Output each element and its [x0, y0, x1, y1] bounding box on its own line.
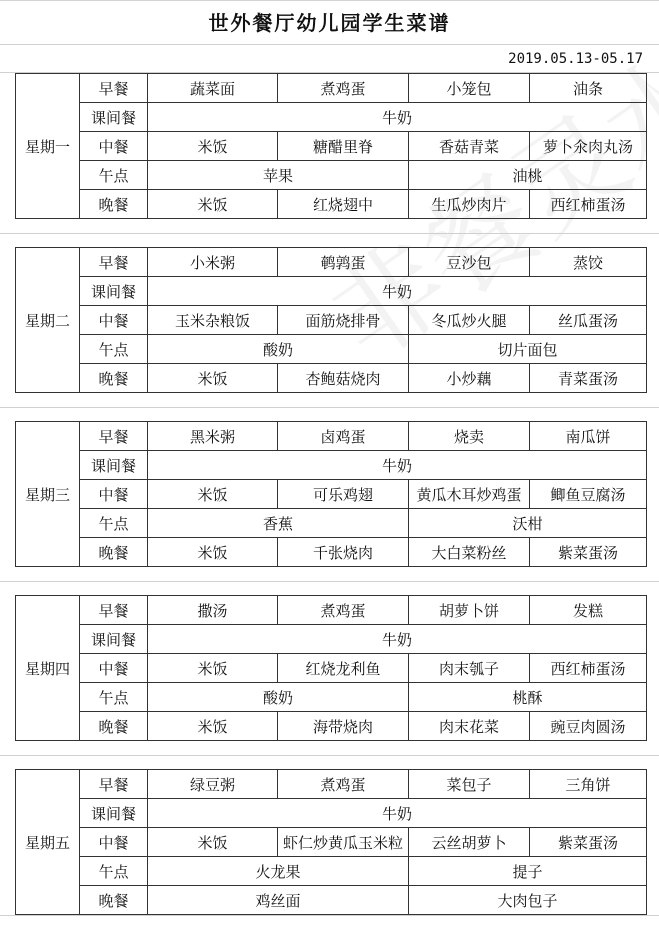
dish-cell: 豆沙包 [409, 248, 530, 277]
afternoon-snack-row [16, 857, 647, 886]
meal-label: 晚餐 [80, 190, 148, 219]
dish-cell: 油条 [530, 74, 647, 103]
dish-cell: 油桃 [409, 161, 647, 190]
dish-cell: 香蕉 [148, 509, 409, 538]
dish-cell: 撒汤 [148, 596, 278, 625]
sheet-gridline [0, 581, 659, 582]
dish-cell: 牛奶 [148, 451, 647, 480]
dish-cell: 酸奶 [148, 335, 409, 364]
dish-cell: 煮鸡蛋 [278, 74, 409, 103]
dish-cell: 虾仁炒黄瓜玉米粒 [278, 828, 409, 857]
dish-cell: 肉末瓠子 [409, 654, 530, 683]
dish-cell: 糖醋里脊 [278, 132, 409, 161]
dish-cell: 煮鸡蛋 [278, 596, 409, 625]
dish-cell: 胡萝卜饼 [409, 596, 530, 625]
sheet-gridline [0, 233, 659, 234]
breakfast-row [16, 596, 647, 625]
sheet-gridline [0, 44, 659, 45]
snack-row [16, 103, 647, 132]
dish-cell: 提子 [409, 857, 647, 886]
dish-cell: 煮鸡蛋 [278, 770, 409, 799]
breakfast-row [16, 74, 647, 103]
dish-cell: 生瓜炒肉片 [409, 190, 530, 219]
dish-cell: 红烧龙利鱼 [278, 654, 409, 683]
dish-cell: 米饭 [148, 654, 278, 683]
dish-cell: 鲫鱼豆腐汤 [530, 480, 647, 509]
meal-label: 午点 [80, 161, 148, 190]
dish-cell: 绿豆粥 [148, 770, 278, 799]
breakfast-row [16, 248, 647, 277]
dish-cell: 米饭 [148, 712, 278, 741]
dish-cell: 云丝胡萝卜 [409, 828, 530, 857]
dish-cell: 米饭 [148, 132, 278, 161]
dish-cell: 火龙果 [148, 857, 409, 886]
afternoon-snack-row [16, 335, 647, 364]
dish-cell: 沃柑 [409, 509, 647, 538]
dish-cell: 萝卜氽肉丸汤 [530, 132, 647, 161]
dish-cell: 玉米杂粮饭 [148, 306, 278, 335]
dish-cell: 豌豆肉圆汤 [530, 712, 647, 741]
dish-cell: 苹果 [148, 161, 409, 190]
lunch-row [16, 306, 647, 335]
dinner-row [16, 538, 647, 567]
day-label: 星期三 [16, 422, 80, 567]
dish-cell: 鹌鹑蛋 [278, 248, 409, 277]
day-label: 星期二 [16, 248, 80, 393]
dish-cell: 香菇青菜 [409, 132, 530, 161]
dish-cell: 杏鲍菇烧肉 [278, 364, 409, 393]
dish-cell: 黄瓜木耳炒鸡蛋 [409, 480, 530, 509]
snack-row [16, 625, 647, 654]
dish-cell: 大白菜粉丝 [409, 538, 530, 567]
meal-label: 午点 [80, 335, 148, 364]
meal-label: 午点 [80, 683, 148, 712]
day-menu-table [15, 769, 647, 915]
dish-cell: 发糕 [530, 596, 647, 625]
dish-cell: 米饭 [148, 828, 278, 857]
meal-label: 中餐 [80, 132, 148, 161]
dish-cell: 牛奶 [148, 103, 647, 132]
dish-cell: 卤鸡蛋 [278, 422, 409, 451]
day-label: 星期四 [16, 596, 80, 741]
afternoon-snack-row [16, 161, 647, 190]
breakfast-row [16, 770, 647, 799]
lunch-row [16, 132, 647, 161]
day-menu-table [15, 73, 647, 219]
dish-cell: 小炒藕 [409, 364, 530, 393]
meal-label: 午点 [80, 857, 148, 886]
meal-label: 早餐 [80, 596, 148, 625]
dish-cell: 西红柿蛋汤 [530, 190, 647, 219]
dish-cell: 三角饼 [530, 770, 647, 799]
meal-label: 晚餐 [80, 538, 148, 567]
dish-cell: 青菜蛋汤 [530, 364, 647, 393]
meal-label: 中餐 [80, 828, 148, 857]
day-menu-table [15, 421, 647, 567]
meal-label: 晚餐 [80, 712, 148, 741]
dish-cell: 小笼包 [409, 74, 530, 103]
dish-cell: 牛奶 [148, 277, 647, 306]
sheet-gridline [0, 915, 659, 916]
meal-label: 课间餐 [80, 103, 148, 132]
day-label: 星期五 [16, 770, 80, 915]
dish-cell: 菜包子 [409, 770, 530, 799]
lunch-row [16, 654, 647, 683]
meal-label: 晚餐 [80, 886, 148, 915]
dish-cell: 千张烧肉 [278, 538, 409, 567]
dish-cell: 蒸饺 [530, 248, 647, 277]
dish-cell: 牛奶 [148, 625, 647, 654]
afternoon-snack-row [16, 683, 647, 712]
dish-cell: 海带烧肉 [278, 712, 409, 741]
dish-cell: 红烧翅中 [278, 190, 409, 219]
sheet-gridline [0, 755, 659, 756]
sheet-gridline [0, 72, 659, 73]
dinner-row [16, 364, 647, 393]
dish-cell: 米饭 [148, 190, 278, 219]
dish-cell: 面筋烧排骨 [278, 306, 409, 335]
afternoon-snack-row [16, 509, 647, 538]
dish-cell: 烧卖 [409, 422, 530, 451]
meal-label: 课间餐 [80, 799, 148, 828]
date-range: 2019.05.13-05.17 [508, 51, 643, 67]
meal-label: 课间餐 [80, 277, 148, 306]
meal-label: 早餐 [80, 770, 148, 799]
dish-cell: 肉末花菜 [409, 712, 530, 741]
meal-label: 早餐 [80, 248, 148, 277]
dish-cell: 米饭 [148, 538, 278, 567]
dish-cell: 切片面包 [409, 335, 647, 364]
dish-cell: 蔬菜面 [148, 74, 278, 103]
snack-row [16, 277, 647, 306]
dish-cell: 小米粥 [148, 248, 278, 277]
lunch-row [16, 828, 647, 857]
day-menu-table [15, 247, 647, 393]
dish-cell: 大肉包子 [409, 886, 647, 915]
snack-row [16, 799, 647, 828]
dish-cell: 冬瓜炒火腿 [409, 306, 530, 335]
meal-label: 课间餐 [80, 451, 148, 480]
dinner-row [16, 190, 647, 219]
dish-cell: 黑米粥 [148, 422, 278, 451]
dish-cell: 牛奶 [148, 799, 647, 828]
dish-cell: 米饭 [148, 480, 278, 509]
dinner-row [16, 712, 647, 741]
meal-label: 晚餐 [80, 364, 148, 393]
day-menu-table [15, 595, 647, 741]
dish-cell: 酸奶 [148, 683, 409, 712]
dish-cell: 米饭 [148, 364, 278, 393]
dish-cell: 可乐鸡翅 [278, 480, 409, 509]
snack-row [16, 451, 647, 480]
sheet-gridline [0, 407, 659, 408]
meal-label: 课间餐 [80, 625, 148, 654]
meal-label: 中餐 [80, 306, 148, 335]
meal-label: 午点 [80, 509, 148, 538]
dish-cell: 西红柿蛋汤 [530, 654, 647, 683]
dish-cell: 桃酥 [409, 683, 647, 712]
day-label: 星期一 [16, 74, 80, 219]
dish-cell: 鸡丝面 [148, 886, 409, 915]
dish-cell: 丝瓜蛋汤 [530, 306, 647, 335]
dish-cell: 紫菜蛋汤 [530, 538, 647, 567]
breakfast-row [16, 422, 647, 451]
dinner-row [16, 886, 647, 915]
lunch-row [16, 480, 647, 509]
meal-label: 早餐 [80, 74, 148, 103]
meal-label: 早餐 [80, 422, 148, 451]
dish-cell: 紫菜蛋汤 [530, 828, 647, 857]
meal-label: 中餐 [80, 480, 148, 509]
meal-label: 中餐 [80, 654, 148, 683]
page-title: 世外餐厅幼儿园学生菜谱 [0, 0, 659, 44]
dish-cell: 南瓜饼 [530, 422, 647, 451]
